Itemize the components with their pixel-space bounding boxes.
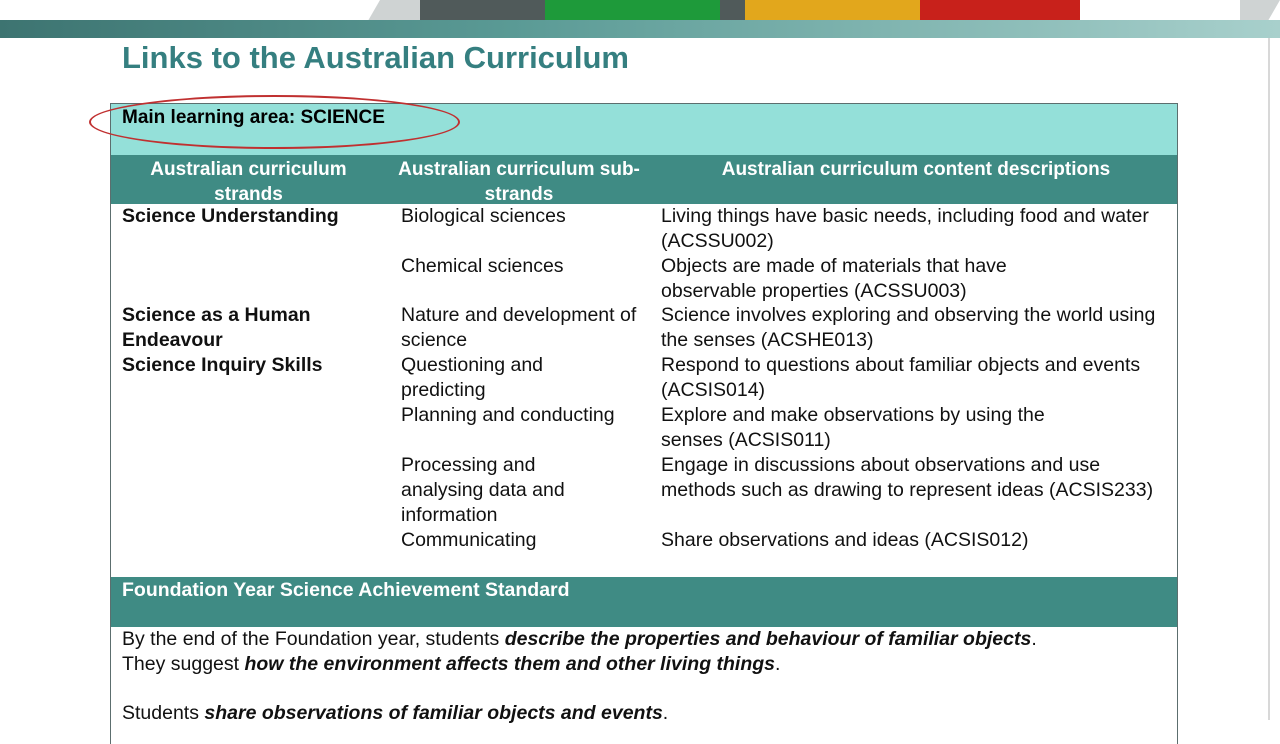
- achievement-text-line: [122, 701, 1172, 726]
- sub-strand-cell: Chemical sciences: [401, 255, 564, 277]
- content-description-cell: Respond to questions about familiar objects and events (ACSIS014): [661, 354, 1141, 401]
- achievement-emphasis: share observations of familiar objects and events: [204, 702, 663, 724]
- content-description-cell: Explore and make observations by using the senses (ACSIS011): [661, 404, 1045, 451]
- main-learning-area-row: [111, 104, 1177, 155]
- sub-strand-cell: Processing and analysing data and information: [401, 454, 565, 526]
- header-strands: Australian curriculum strands: [150, 159, 347, 205]
- banner-teal-bar: [0, 20, 1280, 38]
- achievement-text: .: [775, 653, 781, 675]
- top-banner: [0, 0, 1280, 38]
- strand-cell: Science Understanding: [122, 205, 339, 227]
- achievement-text-line: [122, 627, 1172, 652]
- content-description-cell: Objects are made of materials that have observable properties (ACSSU003): [661, 255, 1007, 302]
- banner-dark-block: [420, 0, 560, 20]
- highlight-ellipse: [89, 95, 460, 149]
- main-learning-area-label: Main learning area: SCIENCE: [122, 107, 385, 128]
- header-sub-strands: Australian curriculum sub-strands: [398, 159, 640, 205]
- banner-red-block: [920, 0, 1090, 20]
- strand-cell: Science Inquiry Skills: [122, 354, 323, 376]
- sub-strand-cell: Biological sciences: [401, 205, 566, 227]
- achievement-standard-title: Foundation Year Science Achievement Standard: [122, 579, 570, 601]
- sub-strand-cell: Nature and development of science: [401, 304, 637, 351]
- sub-strand-cell: Communicating: [401, 529, 537, 551]
- achievement-standard-header: [111, 577, 1177, 627]
- achievement-emphasis: how the environment affects them and other living things: [244, 653, 776, 675]
- content-description-cell: Share observations and ideas (ACSIS012): [661, 529, 1029, 551]
- achievement-emphasis: describe the properties and behaviour of familiar objects: [504, 628, 1032, 650]
- content-description-cell: Living things have basic needs, including food and water (ACSSU002): [661, 205, 1149, 252]
- banner-white-block: [1080, 0, 1240, 20]
- banner-green-block: [545, 0, 725, 20]
- sub-strand-cell: Questioning and predicting: [401, 354, 544, 401]
- curriculum-table: [110, 103, 1178, 744]
- achievement-text: Students: [122, 702, 205, 724]
- table-header-row: [111, 155, 1177, 204]
- header-content-descriptions: Australian curriculum content descriptions: [721, 159, 1111, 180]
- strand-cell: Science as a Human Endeavour: [122, 304, 311, 351]
- sub-strand-cell: Planning and conducting: [401, 404, 615, 426]
- achievement-text: .: [662, 702, 669, 724]
- content-description-cell: Science involves exploring and observing the world using the senses (ACSHE013): [661, 304, 1156, 351]
- slide-edge: [1268, 38, 1270, 720]
- achievement-text: They suggest: [122, 653, 245, 675]
- banner-yellow-block: [745, 0, 925, 20]
- content-description-cell: Engage in discussions about observations and use methods such as drawing to represent ideas (ACSIS233): [661, 454, 1154, 501]
- achievement-text-line: [122, 652, 1172, 677]
- achievement-text: By the end of the Foundation year, students: [122, 628, 505, 650]
- achievement-text: .: [1031, 628, 1037, 650]
- page-title: Links to the Australian Curriculum: [122, 40, 629, 75]
